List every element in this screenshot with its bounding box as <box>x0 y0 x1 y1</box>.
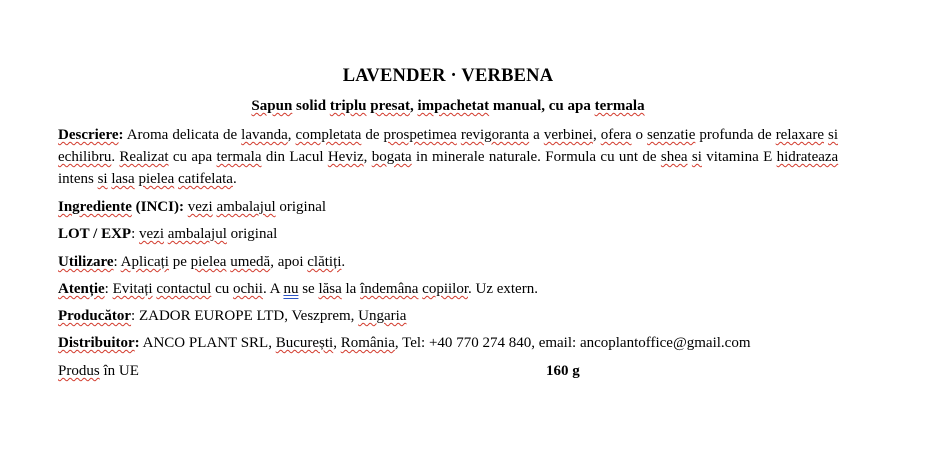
producer-label: Producător <box>58 308 132 324</box>
producer-value: ZADOR EUROPE LTD, Veszprem, Ungaria <box>138 308 407 324</box>
lot-value: vezi ambalajul original <box>139 226 278 242</box>
usage-value: Aplicați pe pielea umedă, apoi clătiți. <box>120 254 346 270</box>
label-colon: : <box>118 127 124 143</box>
warning-line: Atenție: Evitați contactul cu ochii. A nu se lăsa la îndemâna copiilor. Uz extern. <box>58 281 538 297</box>
description-text: Aroma delicata de lavanda, completata de prospetimea revigoranta a verbinei, ofera o senzatie profunda de relaxare si echilibru. Realizat cu apa termala din Lacul Heviz, bogata in minerale naturale. Formula cu unt de shea si vitamina E hidrateaza intens si lasa pielea catifelata. <box>58 127 839 187</box>
warning-label: Atenție <box>58 281 105 297</box>
usage-label: Utilizare <box>58 254 114 270</box>
origin-text: Produs în UE <box>58 363 139 379</box>
ingredients-line: Ingrediente (INCI): vezi ambalajul original <box>58 199 327 215</box>
lot-label: LOT / EXP <box>58 226 132 242</box>
producer-line: Producător: ZADOR EUROPE LTD, Veszprem, Ungaria <box>58 308 407 324</box>
distributor-label: Distribuitor <box>58 335 135 351</box>
usage-line: Utilizare: Aplicați pe pielea umedă, apoi clătiți. <box>58 254 346 270</box>
net-weight: 160 g <box>546 363 580 379</box>
product-title: LAVENDER · VERBENA <box>342 66 554 86</box>
distributor-value: ANCO PLANT SRL, București, România, Tel: +40 770 274 840, email: ancoplantoffice@gmail.com <box>142 335 751 351</box>
ingredients-value: vezi ambalajul original <box>187 199 327 215</box>
distributor-line: Distribuitor: ANCO PLANT SRL, București, România, Tel: +40 770 274 840, email: ancoplantoffice@gmail.com <box>58 335 751 351</box>
warning-value: Evitați contactul cu ochii. A nu se lăsa la îndemâna copiilor. Uz extern. <box>112 281 538 297</box>
ingredients-label: Ingrediente (INCI) <box>58 199 179 215</box>
description-paragraph <box>58 124 838 190</box>
lot-line: LOT / EXP: vezi ambalajul original <box>58 226 278 242</box>
product-subtitle: Sapun solid triplu presat, impachetat manual, cu apa termala <box>251 98 645 114</box>
description-label: Descriere <box>58 127 119 143</box>
